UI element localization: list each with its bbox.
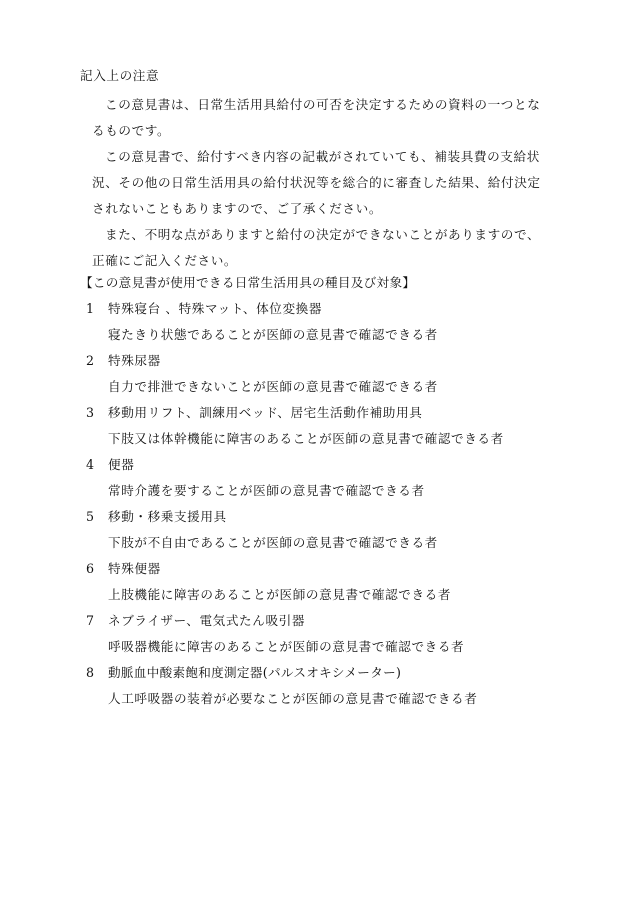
item-5-condition: 下肢が不自由であることが医師の意見書で確認できる者 <box>108 535 438 550</box>
paragraph-2-line-2: 況、その他の日常生活用具の給付状況等を総合的に審査した結果、給付決定 <box>92 175 541 190</box>
item-number: 3 <box>86 405 95 420</box>
item-3-condition: 下肢又は体幹機能に障害のあることが医師の意見書で確認できる者 <box>108 431 504 446</box>
item-5-name-row <box>86 509 227 525</box>
item-1-name-row <box>86 301 322 317</box>
item-3-name-row <box>86 405 422 421</box>
item-number: 1 <box>86 301 95 316</box>
item-name: 移動用リフト、訓練用ベッド、居宅生活動作補助用具 <box>108 405 423 420</box>
item-number: 5 <box>86 509 95 524</box>
item-name: 特殊寝台 、特殊マット、体位変換器 <box>108 301 323 316</box>
item-name: 便器 <box>108 457 135 472</box>
paragraph-3-line-1: また、不明な点がありますと給付の決定ができないことがありますので、 <box>105 227 541 242</box>
item-number: 8 <box>86 665 95 680</box>
item-name: 特殊便器 <box>108 561 161 576</box>
paragraph-2-line-1: この意見書で、給付すべき内容の記載がされていても、補装具費の支給状 <box>105 149 540 164</box>
item-name: 特殊尿器 <box>108 353 161 368</box>
item-8-condition: 人工呼吸器の装着が必要なことが医師の意見書で確認できる者 <box>108 691 478 706</box>
item-6-condition: 上肢機能に障害のあることが医師の意見書で確認できる者 <box>108 587 452 602</box>
item-name: 動脈血中酸素飽和度測定器(パルスオキシメーター) <box>108 665 402 680</box>
paragraph-1-line-1: この意見書は、日常生活用具給付の可否を決定するための資料の一つとな <box>105 97 541 112</box>
item-7-condition: 呼吸器機能に障害のあることが医師の意見書で確認できる者 <box>108 639 465 654</box>
notes-title: 記入上の注意 <box>80 68 160 83</box>
item-4-name-row <box>86 457 134 473</box>
paragraph-3-line-2: 正確にご記入ください。 <box>92 253 238 268</box>
item-8-name-row <box>86 665 401 681</box>
item-name: ネブライザー、電気式たん吸引器 <box>108 613 306 628</box>
item-2-condition: 自力で排泄できないことが医師の意見書で確認できる者 <box>108 379 438 394</box>
item-4-condition: 常時介護を要することが医師の意見書で確認できる者 <box>108 483 425 498</box>
item-number: 7 <box>86 613 95 628</box>
item-6-name-row <box>86 561 161 577</box>
item-2-name-row <box>86 353 161 369</box>
item-number: 4 <box>86 457 95 472</box>
item-number: 2 <box>86 353 95 368</box>
item-7-name-row <box>86 613 305 629</box>
item-name: 移動・移乗支援用具 <box>108 509 227 524</box>
item-number: 6 <box>86 561 95 576</box>
section-heading: 【この意見書が使用できる日常生活用具の種目及び対象】 <box>80 275 416 290</box>
paragraph-1-line-2: るものです。 <box>92 123 171 138</box>
item-1-condition: 寝たきり状態であることが医師の意見書で確認できる者 <box>108 327 438 342</box>
paragraph-2-line-3: されないこともありますので、ご了承ください。 <box>92 201 383 216</box>
